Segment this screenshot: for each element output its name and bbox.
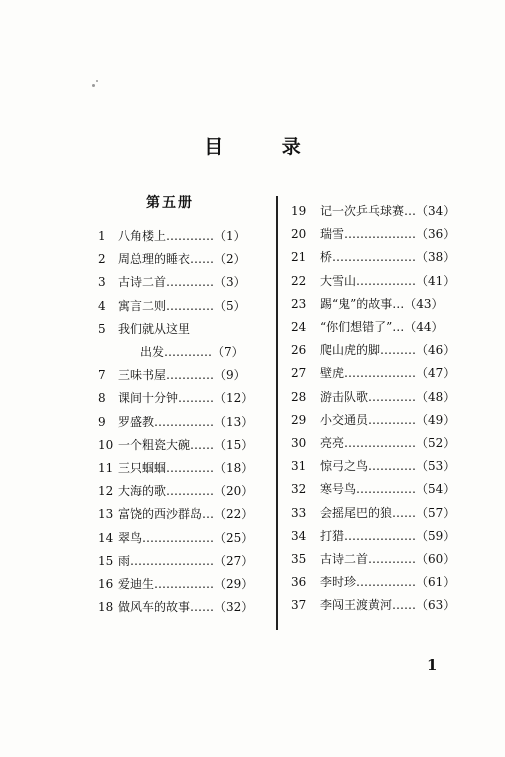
toc-entry-number: 12: [98, 484, 114, 499]
toc-entry-number: 22: [291, 273, 307, 288]
toc-entry-number: 31: [291, 459, 307, 474]
toc-entry: [291, 549, 481, 569]
toc-entry-title: 周总理的睡衣……（2）: [118, 252, 246, 267]
toc-entry: [98, 481, 288, 501]
toc-entry-title: 桥…………………（38）: [320, 250, 456, 265]
toc-entry-number: 21: [291, 250, 307, 265]
scan-speck: [92, 84, 95, 87]
toc-entry-number: 9: [98, 414, 106, 429]
toc-entry: [291, 387, 481, 407]
toc-entry: [98, 388, 288, 408]
toc-entry: [98, 458, 288, 478]
toc-entry-number: 2: [98, 252, 106, 267]
toc-entry-title: 壁虎………………（47）: [320, 366, 456, 381]
toc-entry-number: 20: [291, 227, 307, 242]
toc-entry: [98, 296, 288, 316]
toc-entry-title: 亮亮………………（52）: [320, 436, 456, 450]
toc-entry: [291, 572, 481, 592]
toc-entry-number: 19: [291, 204, 307, 218]
toc-entry-title: 会摇尾巴的狼……（57）: [320, 505, 456, 520]
toc-entry-number: 10: [98, 437, 114, 452]
toc-entry-title: 爬山虎的脚………（46）: [320, 343, 456, 358]
toc-entry-title: 瑞雪………………（36）: [320, 227, 456, 242]
toc-entry-number: 4: [98, 298, 106, 313]
toc-entry-number: 28: [291, 389, 307, 404]
toc-entry: [98, 365, 288, 385]
toc-entry: [291, 433, 481, 453]
page-title: 目 录: [204, 136, 327, 158]
toc-entry: [98, 226, 288, 246]
toc-entry: [291, 363, 481, 383]
toc-entry: [98, 597, 288, 617]
toc-entry-title: 罗盛教……………（13）: [118, 414, 254, 429]
toc-entry-title: 李闯王渡黄河……（63）: [320, 598, 456, 613]
toc-entry-number: 7: [98, 368, 106, 383]
page-number: 1: [427, 656, 438, 674]
toc-entry-number: 15: [98, 553, 114, 568]
toc-entry: [291, 201, 481, 221]
toc-entry-number: 14: [98, 530, 114, 545]
toc-entry-number: 32: [291, 482, 307, 497]
toc-entry-number: 33: [291, 505, 307, 520]
toc-entry-title: 做风车的故事……（32）: [118, 600, 254, 615]
toc-entry-number: 30: [291, 436, 307, 450]
toc-entry: [98, 342, 288, 362]
toc-entry-number: 5: [98, 321, 106, 336]
toc-entry-number: 37: [291, 598, 307, 613]
toc-entry-number: 13: [98, 507, 114, 522]
toc-entry: [291, 271, 481, 291]
scan-speck: [96, 80, 98, 82]
toc-entry: [291, 526, 481, 546]
toc-entry-title: 惊弓之鸟…………（53）: [320, 459, 456, 474]
toc-entry: [291, 503, 481, 523]
toc-entry-title: 打猎………………（59）: [320, 528, 456, 543]
toc-entry: [291, 317, 481, 337]
toc-entry-title: 寓言二则…………（5）: [118, 298, 246, 313]
toc-entry: [291, 410, 481, 430]
toc-entry-title: 踢“鬼”的故事…（43）: [320, 296, 444, 311]
toc-entry-title: 小交通员…………（49）: [320, 412, 456, 427]
toc-entry: [98, 574, 288, 594]
toc-entry: [291, 224, 481, 244]
toc-entry-title: “你们想错了”…（44）: [320, 320, 444, 334]
toc-entry-title: 大雪山……………（41）: [320, 273, 456, 288]
toc-entry-title: 翠鸟………………（25）: [118, 530, 254, 545]
toc-entry-title: 寒号鸟……………（54）: [320, 482, 456, 497]
toc-entry-number: 16: [98, 577, 114, 591]
toc-entry-number: 35: [291, 552, 307, 566]
toc-entry: [98, 319, 288, 339]
toc-entry-number: 1: [98, 229, 106, 243]
toc-entry: [98, 528, 288, 548]
toc-entry: [98, 435, 288, 455]
toc-entry-title: 富饶的西沙群岛…（22）: [118, 507, 254, 522]
toc-entry: [291, 340, 481, 360]
toc-entry-title: 三只蝈蝈…………（18）: [118, 461, 254, 475]
toc-entry-number: 34: [291, 528, 307, 543]
toc-entry: [98, 504, 288, 524]
toc-entry-title: 我们就从这里: [118, 321, 191, 336]
toc-entry-number: 36: [291, 575, 307, 590]
toc-entry-title: 游击队歌…………（48）: [320, 389, 456, 404]
toc-entry-title: 八角楼上…………（1）: [118, 229, 246, 243]
toc-entry-title: 古诗二首…………（3）: [118, 275, 246, 290]
toc-entry-number: 27: [291, 366, 307, 381]
toc-entry-number: 24: [291, 320, 307, 334]
toc-entry: [98, 249, 288, 269]
toc-entry: [291, 595, 481, 615]
toc-entry-number: 18: [98, 600, 114, 615]
volume-heading: 第五册: [146, 195, 194, 211]
toc-entry-number: 23: [291, 296, 307, 311]
toc-entry-title: 出发…………（7）: [140, 345, 244, 359]
toc-entry-number: 29: [291, 412, 307, 427]
toc-entry: [291, 456, 481, 476]
toc-entry-number: 3: [98, 275, 106, 290]
toc-entry-number: 8: [98, 391, 106, 406]
toc-entry-title: 李时珍……………（61）: [320, 575, 456, 590]
toc-entry-title: 记一次乒乓球赛…（34）: [320, 204, 456, 218]
toc-entry-title: 大海的歌…………（20）: [118, 484, 254, 499]
toc-entry-title: 三味书屋…………（9）: [118, 368, 246, 383]
toc-entry-number: 26: [291, 343, 307, 358]
toc-entry: [98, 551, 288, 571]
toc-entry-title: 爱迪生……………（29）: [118, 577, 254, 591]
toc-entry: [98, 272, 288, 292]
toc-entry: [291, 247, 481, 267]
toc-entry-title: 雨…………………（27）: [118, 553, 254, 568]
toc-entry: [98, 412, 288, 432]
toc-entry-title: 课间十分钟………（12）: [118, 391, 254, 406]
toc-entry-title: 古诗二首…………（60）: [320, 552, 456, 566]
toc-entry-title: 一个粗瓷大碗……（15）: [118, 437, 254, 452]
toc-entry: [291, 294, 481, 314]
toc-entry-number: 11: [98, 461, 114, 475]
toc-entry: [291, 479, 481, 499]
